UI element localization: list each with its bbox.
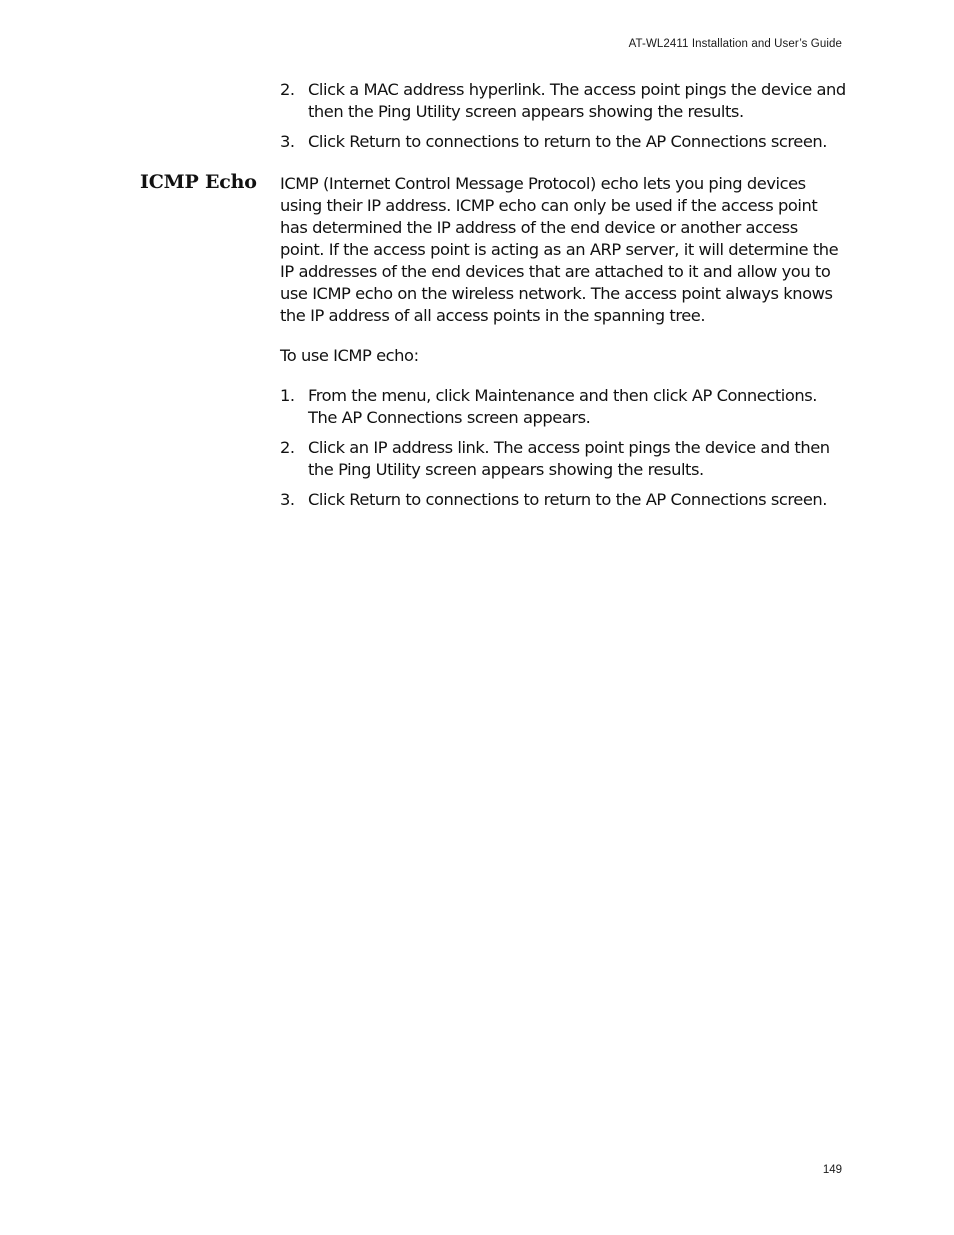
running-header: AT-WL2411 Installation and User’s Guide <box>628 38 842 50</box>
step-number: 1. <box>280 386 295 405</box>
procedure-steps-list <box>280 385 846 519</box>
list-item <box>280 79 846 123</box>
section-paragraph: ICMP (Internet Control Message Protocol) echo lets you ping devices using their IP address. ICMP echo can only be used if the access point has determined the IP address of the end device or another access point. If the access point is acting as an ARP server, it will determine the IP addresses of the end devices that are attached to it and allow you to use ICMP echo on the wireless network. The access point always knows the IP address of all access points in the spanning tree. <box>280 174 839 325</box>
step-number: 2. <box>280 80 295 99</box>
list-item <box>280 385 846 429</box>
step-text: Click Return to connections to return to the AP Connections screen. <box>308 490 828 509</box>
step-number: 3. <box>280 490 295 509</box>
list-item <box>280 489 846 511</box>
section-heading: ICMP Echo <box>140 171 257 193</box>
procedure-intro: To use ICMP echo: <box>280 346 419 365</box>
step-text: From the menu, click Maintenance and then click AP Connections. The AP Connections screen appears. <box>308 386 817 427</box>
step-text: Click an IP address link. The access point pings the device and then the Ping Utility screen appears showing the results. <box>308 438 830 479</box>
step-number: 2. <box>280 438 295 457</box>
list-item <box>280 131 846 153</box>
intro-steps-list <box>280 79 846 161</box>
step-number: 3. <box>280 132 295 151</box>
page-number: 149 <box>822 1164 842 1176</box>
step-text: Click a MAC address hyperlink. The access point pings the device and then the Ping Utility screen appears showing the results. <box>308 80 846 121</box>
step-text: Click Return to connections to return to the AP Connections screen. <box>308 132 828 151</box>
list-item <box>280 437 846 481</box>
